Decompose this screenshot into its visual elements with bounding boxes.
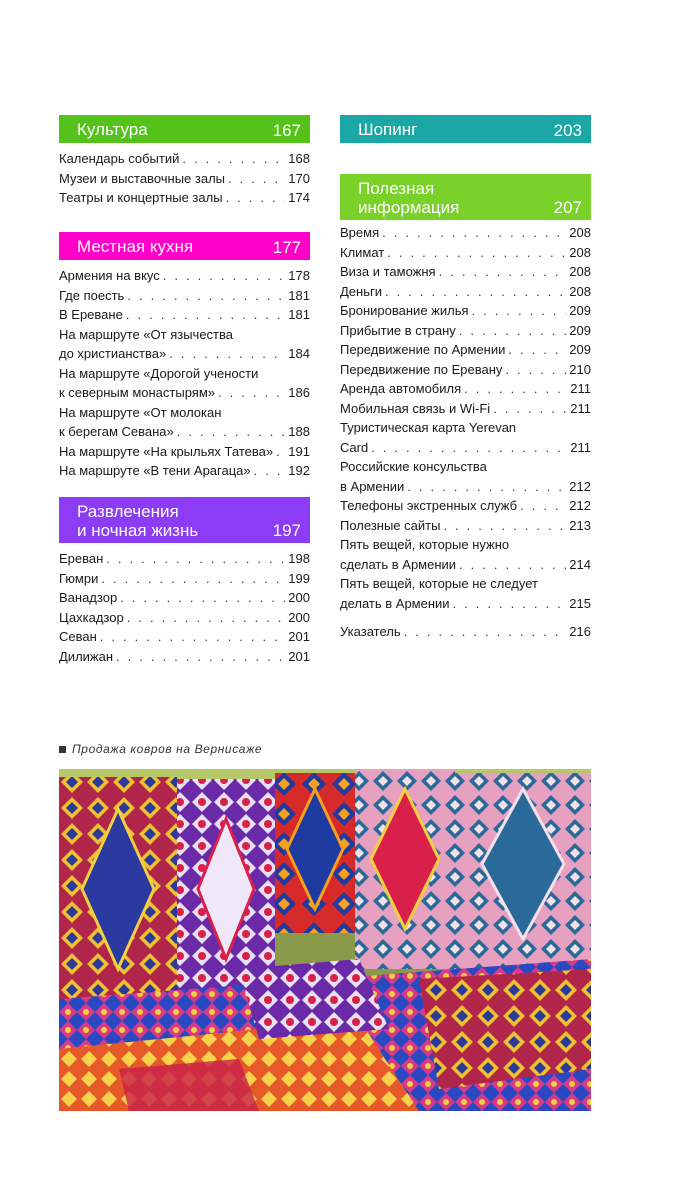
leader-dots	[505, 360, 566, 380]
section-title-line2: и ночная жизнь	[77, 521, 199, 540]
entry-page: 188	[288, 424, 310, 439]
entry-page: 184	[288, 346, 310, 361]
entry-page: 199	[288, 570, 310, 586]
entry-page: 174	[288, 190, 310, 205]
toc-entry[interactable]	[340, 262, 591, 282]
carpet-market-photo	[59, 769, 591, 1111]
entry-title: до христианства»	[59, 346, 167, 361]
toc-entry[interactable]	[340, 360, 591, 380]
entry-title: Передвижение по Еревану	[340, 361, 503, 377]
leader-dots	[163, 266, 286, 286]
toc-entry[interactable]	[340, 282, 591, 302]
entry-title-line1: На маршруте «Дорогой учености	[59, 365, 259, 381]
toc-entry[interactable]	[59, 403, 310, 442]
toc-entry[interactable]	[340, 496, 591, 516]
toc-entry[interactable]	[59, 169, 310, 189]
entry-title: Где поесть	[59, 287, 125, 303]
entry-page: 211	[570, 381, 591, 396]
entry-title: Телефоны экстренных служб	[340, 498, 518, 513]
toc-entry[interactable]	[59, 549, 310, 569]
entry-title: Календарь событий	[59, 151, 180, 166]
leader-dots	[508, 340, 566, 360]
section-header-shopping[interactable]	[340, 115, 591, 143]
leader-dots	[443, 516, 566, 536]
caption-bullet-icon	[59, 746, 66, 753]
leader-dots	[276, 442, 285, 462]
toc-entry[interactable]	[59, 647, 310, 667]
entry-page: 216	[569, 624, 591, 639]
leader-dots	[439, 262, 567, 282]
entry-title: Деньги	[340, 283, 382, 299]
toc-entry[interactable]	[340, 457, 591, 496]
toc-left-nightlife	[59, 497, 310, 666]
leader-dots	[218, 383, 285, 403]
entry-title-line1: Российские консульства	[340, 459, 487, 474]
section-title-line1: Полезная	[358, 179, 435, 198]
entry-title: Указатель	[340, 624, 401, 639]
leader-dots	[182, 149, 285, 169]
entry-page: 211	[570, 400, 591, 416]
section-page: 197	[272, 521, 301, 540]
leader-dots	[404, 622, 567, 642]
entry-page: 178	[288, 268, 310, 283]
entry-title: в Армении	[340, 478, 405, 494]
entry-page: 181	[288, 287, 310, 303]
entry-title: Климат	[340, 244, 385, 260]
leader-dots	[459, 321, 567, 341]
entry-page: 213	[569, 517, 591, 533]
section-title: Шопинг	[358, 120, 418, 139]
entry-title: Дилижан	[59, 648, 114, 664]
entry-title: Театры и концертные залы	[59, 190, 223, 205]
entry-title: сделать в Армении	[340, 556, 457, 572]
entry-page: 214	[569, 556, 591, 572]
entry-page: 209	[569, 342, 591, 357]
toc-entry[interactable]	[340, 223, 591, 243]
leader-dots	[116, 647, 285, 667]
section-header-culture[interactable]	[59, 115, 310, 143]
entry-page: 200	[288, 609, 310, 625]
leader-dots	[126, 305, 285, 325]
entry-page: 170	[288, 170, 310, 186]
section-page: 207	[553, 198, 582, 217]
section-header-cuisine[interactable]	[59, 232, 310, 260]
entry-page: 192	[288, 463, 310, 478]
photo-caption	[59, 742, 262, 756]
leader-dots	[169, 344, 285, 364]
toc-entry[interactable]	[59, 286, 310, 306]
leader-dots	[226, 188, 286, 208]
section-page: 177	[272, 238, 301, 257]
entry-page: 168	[288, 151, 310, 166]
section-header-info[interactable]	[340, 174, 591, 220]
toc-entry[interactable]	[59, 588, 310, 608]
entry-title: Севан	[59, 629, 97, 644]
section-page: 167	[272, 121, 301, 140]
leader-dots	[472, 301, 567, 321]
toc-entry[interactable]	[59, 627, 310, 647]
entry-title: Мобильная связь и Wi-Fi	[340, 400, 491, 416]
toc-right-shopping	[340, 115, 591, 143]
toc-entry[interactable]	[59, 608, 310, 628]
toc-entry[interactable]	[59, 149, 310, 169]
entries-nightlife	[59, 549, 310, 666]
entry-page: 208	[569, 283, 591, 299]
toc-left-column	[59, 115, 310, 208]
leader-dots	[464, 379, 567, 399]
section-header-nightlife[interactable]	[59, 497, 310, 543]
toc-entry[interactable]	[59, 442, 310, 462]
toc-entry[interactable]	[340, 535, 591, 574]
entries-info	[340, 223, 591, 613]
section-title: Местная кухня	[77, 237, 194, 256]
toc-entry[interactable]	[59, 266, 310, 286]
section-title-line2: информация	[358, 198, 460, 217]
toc-left-cuisine	[59, 232, 310, 481]
toc-entry[interactable]	[340, 340, 591, 360]
entry-page: 208	[569, 225, 591, 240]
entry-page: 209	[569, 303, 591, 318]
entry-title: Армения на вкус	[59, 268, 160, 283]
entry-page: 211	[570, 439, 591, 455]
leader-dots	[127, 286, 285, 306]
entry-page: 198	[288, 551, 310, 566]
toc-entry[interactable]	[340, 301, 591, 321]
toc-right-index	[340, 622, 591, 642]
entry-title: Аренда автомобиля	[340, 381, 462, 396]
entry-title: Прибытие в страну	[340, 322, 456, 338]
toc-entry[interactable]	[340, 516, 591, 536]
entry-page: 208	[569, 264, 591, 279]
toc-entry[interactable]	[59, 364, 310, 403]
toc-entry[interactable]	[340, 399, 591, 419]
entry-title: Ереван	[59, 551, 104, 566]
leader-dots	[177, 422, 286, 442]
leader-dots	[407, 477, 566, 497]
entry-title-line1: Пять вещей, которые нужно	[340, 537, 510, 552]
entry-title: Ванадзор	[59, 590, 118, 605]
entry-title: Музеи и выставочные залы	[59, 170, 226, 186]
leader-dots	[459, 555, 566, 575]
entry-title: На маршруте «На крыльях Татева»	[59, 443, 274, 459]
toc-entry[interactable]	[340, 243, 591, 263]
entry-page: 200	[288, 590, 310, 605]
entry-title: Гюмри	[59, 570, 99, 586]
leader-dots	[387, 243, 566, 263]
leader-dots	[385, 282, 566, 302]
toc-entry[interactable]	[340, 379, 591, 399]
leader-dots	[106, 549, 285, 569]
entry-page: 201	[288, 648, 310, 664]
leader-dots	[127, 608, 286, 628]
toc-entry[interactable]	[59, 188, 310, 208]
toc-entry[interactable]	[59, 325, 310, 364]
toc-entry[interactable]	[340, 418, 591, 457]
entry-title: Бронирование жилья	[340, 303, 469, 318]
leader-dots	[101, 569, 285, 589]
entry-title: Время	[340, 225, 380, 240]
entry-title: делать в Армении	[340, 595, 450, 611]
entry-page: 208	[569, 244, 591, 260]
entry-title-line1: На маршруте «От язычества	[59, 326, 233, 342]
leader-dots	[100, 627, 286, 647]
section-title-line1: Развлечения	[77, 502, 179, 521]
entry-title: к северным монастырям»	[59, 385, 215, 400]
entry-page: 201	[288, 629, 310, 644]
entry-title-line1: Пять вещей, которые не следует	[340, 576, 538, 591]
toc-entry-index[interactable]	[340, 622, 591, 642]
section-title: Культура	[77, 120, 148, 139]
entry-title: В Ереване	[59, 307, 123, 322]
entry-page: 186	[288, 385, 310, 400]
entry-title: Передвижение по Армении	[340, 342, 506, 357]
toc-entry[interactable]	[340, 321, 591, 341]
leader-dots	[493, 399, 567, 419]
entry-title: Виза и таможня	[340, 264, 436, 279]
leader-dots	[228, 169, 285, 189]
entry-page: 215	[569, 595, 591, 611]
entry-page: 209	[569, 322, 591, 338]
toc-entry[interactable]	[340, 574, 591, 613]
toc-entry[interactable]	[59, 305, 310, 325]
toc-entry[interactable]	[59, 569, 310, 589]
toc-right-info	[340, 174, 591, 613]
leader-dots	[371, 438, 567, 458]
entry-page: 191	[288, 443, 310, 459]
entry-page: 210	[569, 361, 591, 377]
entry-title: к берегам Севана»	[59, 424, 174, 439]
leader-dots	[120, 588, 285, 608]
entries-culture	[59, 149, 310, 208]
entry-title-line1: На маршруте «От молокан	[59, 404, 222, 420]
entry-page: 212	[569, 498, 591, 513]
entry-title: Цахкадзор	[59, 609, 124, 625]
entry-page: 212	[569, 478, 591, 494]
entry-title-line1: Туристическая карта Yerevan	[340, 420, 517, 435]
caption-text: Продажа ковров на Вернисаже	[72, 742, 263, 756]
leader-dots	[453, 594, 567, 614]
toc-entry[interactable]	[59, 461, 310, 481]
entry-title: Card	[340, 439, 369, 455]
leader-dots	[254, 461, 286, 481]
leader-dots	[520, 496, 566, 516]
section-page: 203	[553, 121, 582, 140]
entries-cuisine	[59, 266, 310, 481]
entry-title: На маршруте «В тени Арагаца»	[59, 463, 251, 478]
entry-page: 181	[288, 307, 310, 322]
leader-dots	[382, 223, 566, 243]
entry-title: Полезные сайты	[340, 517, 441, 533]
